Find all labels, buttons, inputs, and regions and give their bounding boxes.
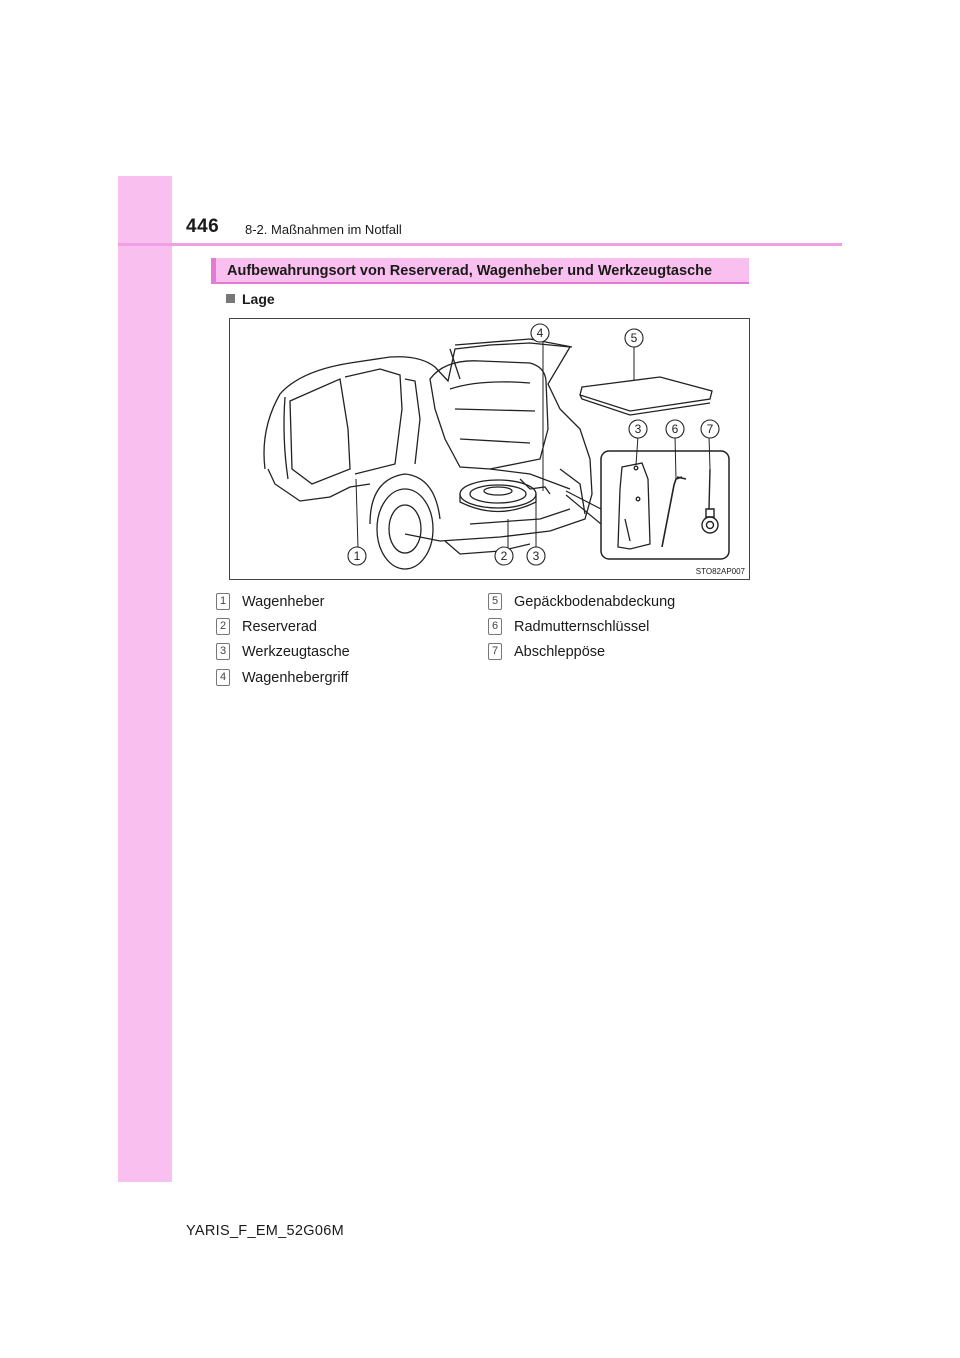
floor-cover-drawing xyxy=(580,377,712,415)
header-rule xyxy=(118,243,842,246)
legend-number: 4 xyxy=(216,669,230,686)
legend-item xyxy=(216,593,325,610)
legend-number: 7 xyxy=(488,643,502,660)
legend-label: Werkzeugtasche xyxy=(242,644,350,660)
callout-7: 7 xyxy=(706,422,714,436)
illustration-frame xyxy=(229,318,750,580)
legend-number: 5 xyxy=(488,593,502,610)
leader-lines xyxy=(356,339,710,548)
legend-item xyxy=(488,593,675,610)
square-bullet-icon xyxy=(226,294,235,303)
document-footer-code: YARIS_F_EM_52G06M xyxy=(186,1223,344,1239)
callout-3-top: 3 xyxy=(634,422,642,436)
figure-code: STO82AP007 xyxy=(695,567,745,576)
car-illustration xyxy=(230,319,751,581)
legend-item xyxy=(216,618,317,635)
legend-label: Wagenhebergriff xyxy=(242,670,349,686)
callout-4: 4 xyxy=(536,326,544,340)
legend-item xyxy=(216,669,348,686)
legend-number: 6 xyxy=(488,618,502,635)
callout-6: 6 xyxy=(671,422,679,436)
subheading-text: Lage xyxy=(242,291,275,307)
legend-label: Gepäckbodenabdeckung xyxy=(514,594,676,610)
legend-label: Reserverad xyxy=(242,619,317,635)
legend-item xyxy=(216,643,350,660)
legend-label: Radmutternschlüssel xyxy=(514,619,650,635)
callout-numbers xyxy=(354,326,714,563)
callout-1: 1 xyxy=(353,549,361,563)
subheading xyxy=(226,291,275,307)
legend-item xyxy=(488,643,605,660)
section-banner-title: Aufbewahrungsort von Reserverad, Wagenheber und Werkzeugtasche xyxy=(227,263,713,279)
callout-3-bottom: 3 xyxy=(532,549,540,563)
section-banner xyxy=(211,258,749,284)
page-number: 446 xyxy=(186,216,220,237)
legend-number: 1 xyxy=(216,593,230,610)
callout-circles xyxy=(348,324,719,565)
legend-number: 2 xyxy=(216,618,230,635)
callout-5: 5 xyxy=(630,331,638,345)
legend-item xyxy=(488,618,649,635)
towing-eye-drawing xyxy=(702,469,718,533)
wheel-wrench-drawing xyxy=(662,477,686,547)
page-sidebar-tab xyxy=(118,176,172,1182)
legend-label: Wagenheber xyxy=(242,594,325,610)
tool-bag-drawing xyxy=(618,463,650,549)
legend-label: Abschleppöse xyxy=(514,644,606,660)
section-reference: 8-2. Maßnahmen im Notfall xyxy=(245,222,402,237)
callout-2: 2 xyxy=(500,549,508,563)
legend-number: 3 xyxy=(216,643,230,660)
